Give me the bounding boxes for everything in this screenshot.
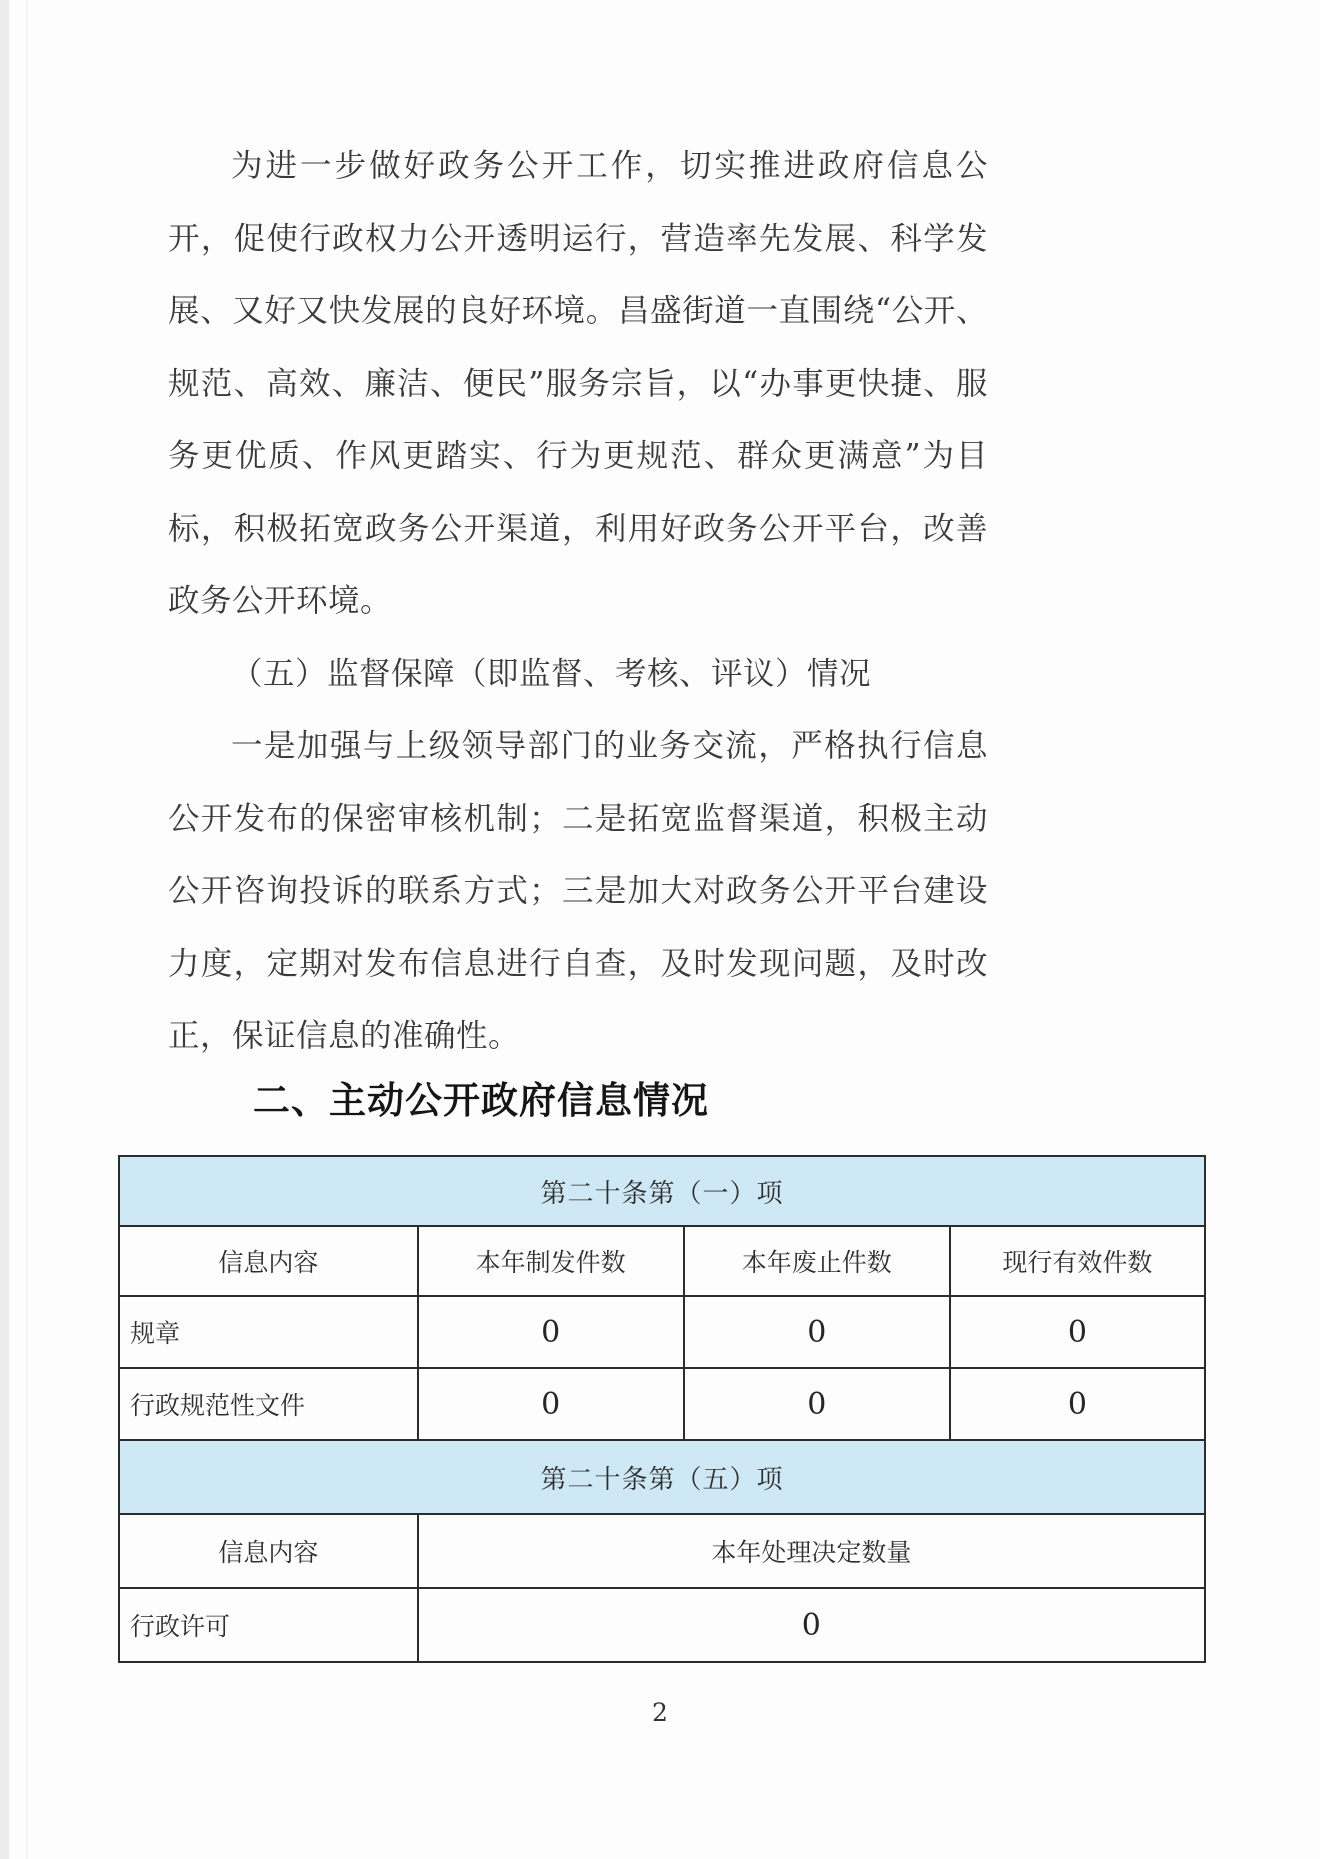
col-header-info-content: 信息内容 xyxy=(119,1226,418,1296)
cell-value: 0 xyxy=(684,1296,950,1368)
col-header-issued-this-year: 本年制发件数 xyxy=(418,1226,684,1296)
section-heading: 二、主动公开政府信息情况 xyxy=(253,1080,709,1121)
table-row-normative-documents xyxy=(119,1368,1205,1440)
table-band-row-1 xyxy=(119,1156,1205,1226)
subsection-heading: （五）监督保障（即监督、考核、评议）情况 xyxy=(231,655,872,692)
page-number: 2 xyxy=(652,1698,668,1727)
cell-value: 0 xyxy=(418,1588,1205,1662)
table-row-administrative-license xyxy=(119,1588,1205,1662)
disclosure-table xyxy=(118,1155,1206,1663)
col-header-currently-effective: 现行有效件数 xyxy=(950,1226,1205,1296)
row-label-administrative-license: 行政许可 xyxy=(119,1588,418,1662)
col-header-repealed-this-year: 本年废止件数 xyxy=(684,1226,950,1296)
body-text-block xyxy=(168,130,988,1073)
scan-edge-artifact xyxy=(0,0,9,1859)
table-header-row-1 xyxy=(119,1226,1205,1296)
cell-value: 0 xyxy=(950,1368,1205,1440)
cell-value: 0 xyxy=(950,1296,1205,1368)
cell-value: 0 xyxy=(418,1368,684,1440)
cell-value: 0 xyxy=(684,1368,950,1440)
band-title-article20-item1: 第二十条第（一）项 xyxy=(119,1156,1205,1226)
row-label-regulations: 规章 xyxy=(119,1296,418,1368)
paragraph-1: 为进一步做好政务公开工作，切实推进政府信息公开，促使行政权力公开透明运行，营造率先发展、科学发展、又好又快发展的良好环境。昌盛街道一直围绕“公开、规范、高效、廉洁、便民”服务宗旨，以“办事更快捷、服务更优质、作风更踏实、行为更规范、群众更满意”为目标，积极拓宽政务公开渠道，利用好政务公开平台，改善政务公开环境。 xyxy=(168,148,988,619)
band-title-article20-item5: 第二十条第（五）项 xyxy=(119,1440,1205,1514)
scan-edge-artifact-2 xyxy=(26,0,28,1859)
table-row-regulations xyxy=(119,1296,1205,1368)
table-header-row-2 xyxy=(119,1514,1205,1588)
table-band-row-2 xyxy=(119,1440,1205,1514)
col-header-info-content-2: 信息内容 xyxy=(119,1514,418,1588)
paragraph-2: 一是加强与上级领导部门的业务交流，严格执行信息公开发布的保密审核机制；二是拓宽监督渠道，积极主动公开咨询投诉的联系方式；三是加大对政务公开平台建设力度，定期对发布信息进行自查，及时发现问题，及时改正，保证信息的准确性。 xyxy=(168,728,988,1054)
cell-value: 0 xyxy=(418,1296,684,1368)
col-header-decisions-this-year: 本年处理决定数量 xyxy=(418,1514,1205,1588)
row-label-normative-documents: 行政规范性文件 xyxy=(119,1368,418,1440)
